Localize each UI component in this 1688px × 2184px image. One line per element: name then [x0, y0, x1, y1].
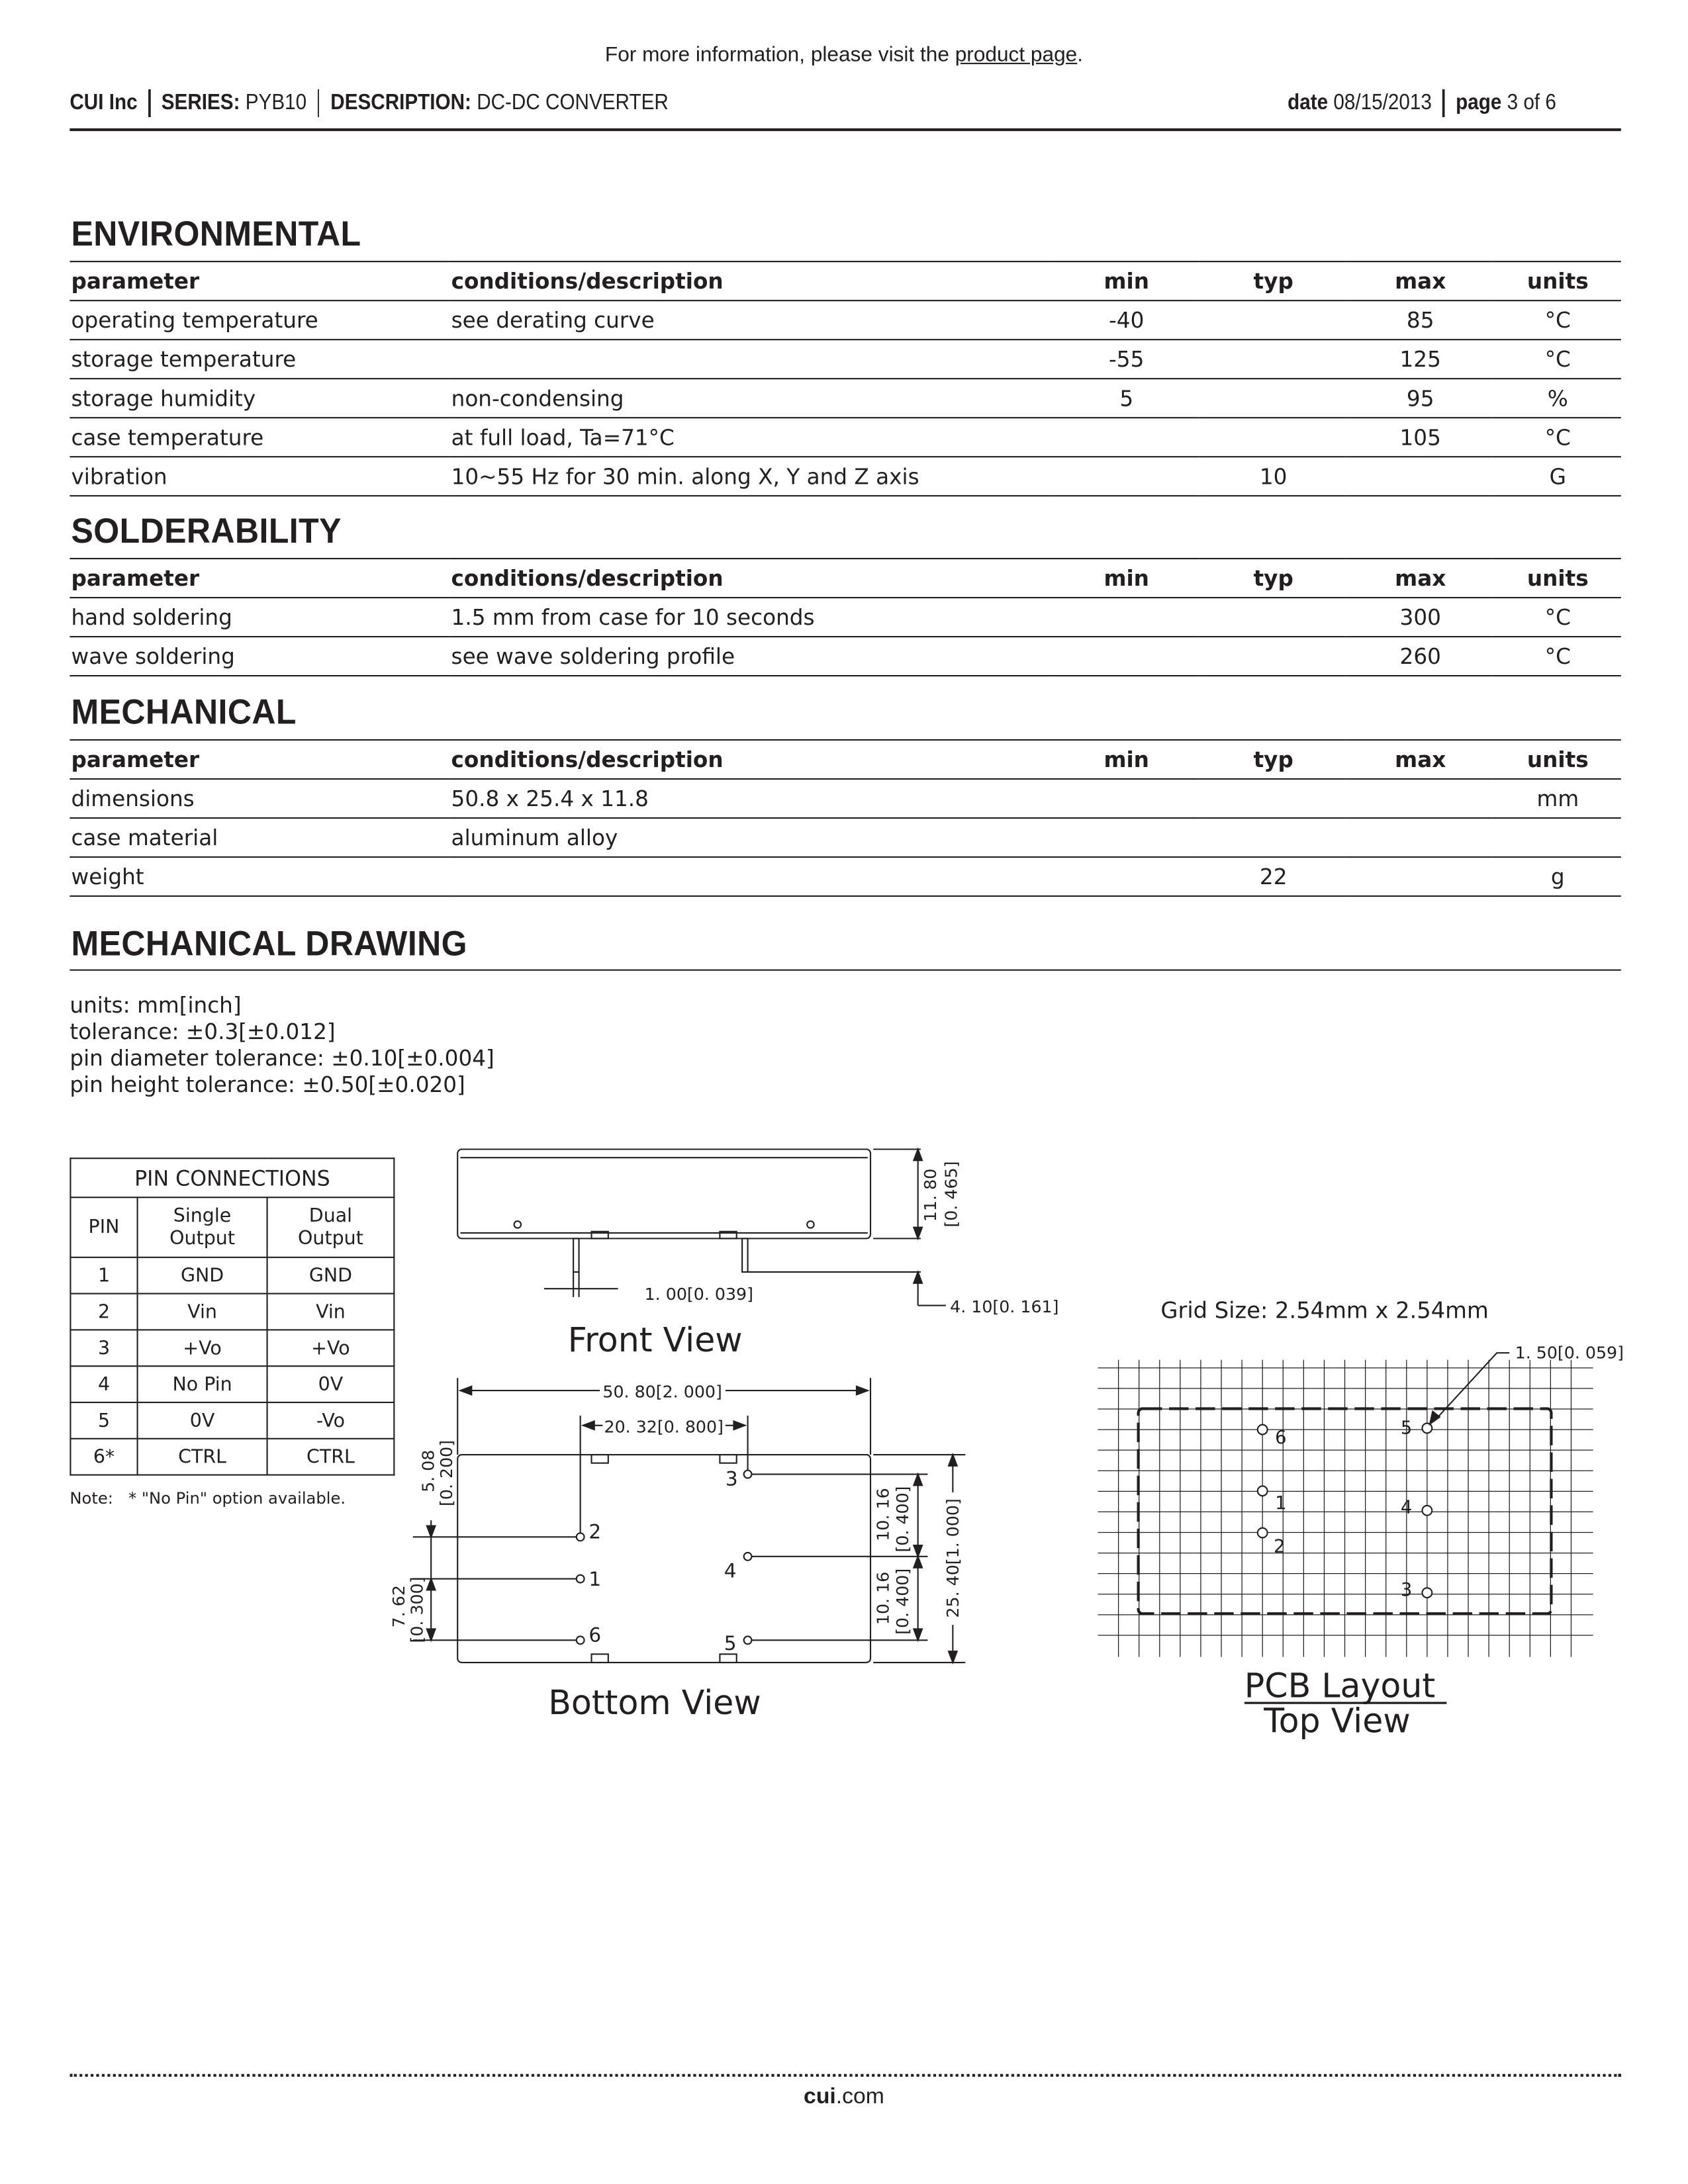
note-tolerance: tolerance: ±0.3[±0.012] — [70, 1019, 336, 1045]
pin-cell: No Pin — [138, 1366, 267, 1402]
pcb-layout-label: PCB Layout — [1244, 1666, 1436, 1706]
pin-diameter-dim: 1. 00[0. 039] — [644, 1285, 753, 1304]
bottom-view — [389, 1378, 965, 1722]
column-header-units: units — [1493, 261, 1621, 300]
cell-max: 95 — [1346, 379, 1493, 418]
cell-parameter: case material — [70, 818, 449, 857]
note-pin-height: pin height tolerance: ±0.50[±0.020] — [70, 1072, 465, 1098]
pin-cell: +Vo — [267, 1330, 395, 1366]
pin-cell: 2 — [70, 1294, 137, 1330]
pin-header: Single Output — [138, 1197, 267, 1257]
section-title: MECHANICAL DRAWING — [71, 925, 468, 964]
pin-length-dim: 4. 10[0. 161] — [950, 1297, 1059, 1317]
pin-table-title: PIN CONNECTIONS — [70, 1158, 394, 1197]
cell-units: °C — [1493, 418, 1621, 457]
cell-units: °C — [1493, 340, 1621, 379]
pin-cell: 0V — [267, 1366, 395, 1402]
pin-cell: -Vo — [267, 1402, 395, 1439]
pin-cell: 6* — [70, 1439, 137, 1475]
cell-parameter: weight — [70, 857, 449, 896]
column-header-conditions: conditions/description — [450, 261, 1053, 300]
column-header-units: units — [1493, 559, 1621, 598]
cell-parameter: hand soldering — [70, 598, 449, 637]
section-title: ENVIRONMENTAL — [71, 214, 361, 254]
note-pin-diameter: pin diameter tolerance: ±0.10[±0.004] — [70, 1046, 494, 1071]
column-header-parameter: parameter — [70, 261, 449, 300]
cell-conditions: aluminum alloy — [449, 818, 1052, 857]
pin-label: 4 — [724, 1559, 737, 1582]
pin-label: 3 — [1400, 1579, 1413, 1600]
pin-cell: 5 — [70, 1402, 137, 1439]
column-header-parameter: parameter — [70, 740, 449, 779]
date: 08/15/2013 — [1333, 91, 1432, 115]
cell-min: -40 — [1053, 300, 1199, 340]
pin-cell: Vin — [267, 1294, 395, 1330]
cell-parameter: vibration — [70, 457, 449, 496]
column-header-max: max — [1346, 559, 1493, 598]
product-page-link[interactable]: product page — [955, 43, 1078, 68]
cell-units: °C — [1493, 598, 1621, 637]
pin-cell: CTRL — [138, 1439, 267, 1475]
pin-label: 2 — [588, 1520, 602, 1543]
dim-508-inch: [0. 200] — [436, 1439, 456, 1506]
pin-cell: GND — [267, 1257, 395, 1294]
dim-1016-inch: [0. 400] — [892, 1486, 912, 1553]
bottom-view-label: Bottom View — [548, 1682, 761, 1722]
cell-units: g — [1493, 857, 1621, 896]
pin-cell: CTRL — [267, 1439, 395, 1475]
pin-label: 6 — [1275, 1428, 1287, 1449]
pin-label: 1 — [1275, 1493, 1287, 1514]
cell-conditions: non-condensing — [450, 379, 1053, 418]
dim-762-inch: [0. 300] — [407, 1576, 427, 1643]
dim-2540: 25. 40[1. 000] — [943, 1498, 962, 1618]
column-header-min: min — [1053, 740, 1199, 779]
cell-max: 105 — [1346, 418, 1493, 457]
pin-cell: 1 — [70, 1257, 137, 1294]
cell-conditions: see derating curve — [450, 300, 1053, 340]
pin-cell: GND — [138, 1257, 267, 1294]
cell-typ: 22 — [1199, 857, 1346, 896]
cell-max: 125 — [1346, 340, 1493, 379]
footer-brand: cui — [804, 2085, 836, 2109]
page-label: page — [1456, 91, 1502, 115]
pin-header: PIN — [70, 1197, 137, 1257]
cell-units: °C — [1493, 637, 1621, 676]
dim-508: 5. 08 — [418, 1449, 438, 1492]
column-header-units: units — [1493, 740, 1621, 779]
pin-spacing-dim: 20. 32[0. 800] — [604, 1417, 724, 1437]
date-label: date — [1288, 91, 1329, 115]
cell-max: 85 — [1346, 300, 1493, 340]
cell-conditions: 1.5 mm from case for 10 seconds — [449, 598, 1052, 637]
dim-1016: 10. 16 — [873, 1488, 893, 1541]
page-number: 3 of 6 — [1507, 91, 1556, 115]
dim-762: 7. 62 — [389, 1585, 409, 1628]
note-text: For more information, please visit the — [604, 43, 955, 68]
note-text: * "No Pin" option available. — [128, 1488, 346, 1508]
pin-cell: 4 — [70, 1366, 137, 1402]
footer-website — [0, 2085, 1688, 2111]
grid-size-label: Grid Size: 2.54mm x 2.54mm — [1160, 1297, 1489, 1324]
pin-cell: Vin — [138, 1294, 267, 1330]
footer-domain: .com — [835, 2085, 884, 2109]
pin-cell: 0V — [138, 1402, 267, 1439]
cell-typ: 10 — [1199, 457, 1346, 496]
height-dim-inch: [0. 465] — [941, 1161, 961, 1228]
dim-1016: 10. 16 — [873, 1571, 893, 1625]
series: PYB10 — [245, 91, 307, 115]
pin-label: 5 — [724, 1632, 737, 1655]
note-suffix: . — [1077, 43, 1084, 68]
section-title: SOLDERABILITY — [71, 512, 342, 551]
cell-min: 5 — [1053, 379, 1199, 418]
cell-conditions: at full load, Ta=71°C — [450, 418, 1053, 457]
column-header-min: min — [1053, 261, 1199, 300]
column-header-min: min — [1053, 559, 1199, 598]
pin-label: 1 — [588, 1568, 602, 1591]
cell-parameter: storage humidity — [70, 379, 449, 418]
top-view-label: Top View — [1264, 1701, 1411, 1741]
dim-1016-inch: [0. 400] — [892, 1568, 912, 1635]
note-label: Note: — [70, 1488, 113, 1508]
pin-label: 6 — [588, 1623, 602, 1647]
cell-parameter: wave soldering — [70, 637, 449, 676]
pin-label: 3 — [725, 1467, 738, 1490]
description: DC-DC CONVERTER — [477, 91, 669, 115]
series-label: SERIES: — [161, 91, 240, 115]
cell-min: -55 — [1053, 340, 1199, 379]
column-header-typ: typ — [1199, 559, 1346, 598]
cell-parameter: storage temperature — [70, 340, 449, 379]
cell-units: G — [1493, 457, 1621, 496]
column-header-parameter: parameter — [70, 559, 449, 598]
cell-parameter: case temperature — [70, 418, 449, 457]
cell-conditions: see wave soldering profile — [449, 637, 1052, 676]
pin-header: Dual Output — [267, 1197, 395, 1257]
column-header-conditions: conditions/description — [449, 559, 1052, 598]
note-units: units: mm[inch] — [70, 993, 242, 1019]
cell-units: °C — [1493, 300, 1621, 340]
front-view — [457, 1149, 1058, 1359]
pcb-layout — [1098, 1297, 1624, 1740]
column-header-typ: typ — [1199, 740, 1346, 779]
cell-conditions: 50.8 x 25.4 x 11.8 — [449, 779, 1052, 818]
section-title: MECHANICAL — [71, 693, 297, 733]
footer-rule — [70, 2074, 1620, 2077]
column-header-max: max — [1346, 740, 1493, 779]
width-dim: 50. 80[2. 000] — [602, 1382, 722, 1402]
pin-label: 4 — [1400, 1497, 1413, 1518]
front-view-label: Front View — [567, 1320, 743, 1360]
column-header-conditions: conditions/description — [449, 740, 1052, 779]
cell-units: mm — [1493, 779, 1621, 818]
cell-max: 260 — [1346, 637, 1493, 676]
column-header-typ: typ — [1199, 261, 1346, 300]
cell-parameter: dimensions — [70, 779, 449, 818]
cell-conditions: 10~55 Hz for 30 min. along X, Y and Z axis — [450, 457, 1053, 496]
cell-units: % — [1493, 379, 1621, 418]
pin-label: 2 — [1274, 1536, 1286, 1557]
company: CUI Inc — [70, 91, 138, 115]
pin-label: 5 — [1400, 1418, 1413, 1439]
pin-cell: 3 — [70, 1330, 137, 1366]
column-header-max: max — [1346, 261, 1493, 300]
cell-max: 300 — [1346, 598, 1493, 637]
hole-dim: 1. 50[0. 059] — [1515, 1343, 1624, 1363]
cell-parameter: operating temperature — [70, 300, 449, 340]
description-label: DESCRIPTION: — [330, 91, 471, 115]
pin-cell: +Vo — [138, 1330, 267, 1366]
height-dim: 11. 80 — [921, 1168, 941, 1222]
